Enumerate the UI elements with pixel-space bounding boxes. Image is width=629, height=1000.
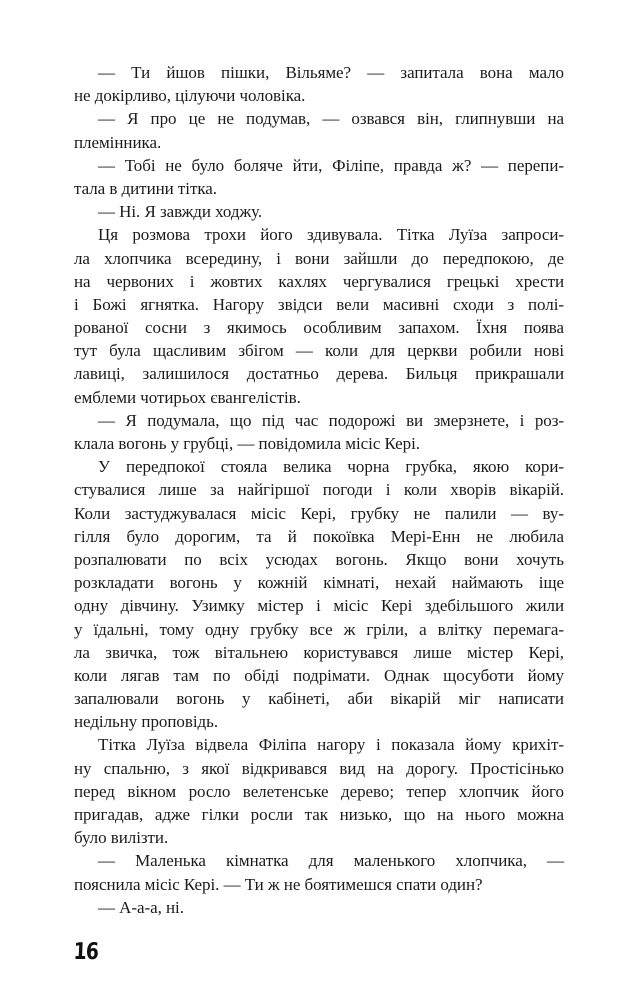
text-line: розкладати вогонь у кожній кімнаті, нехай наймають іще bbox=[74, 573, 564, 593]
text-line: коли лягав там по обіді подрімати. Однак щосуботи йому bbox=[74, 665, 564, 685]
text-block bbox=[74, 61, 564, 919]
text-line: тут була щасливим збігом — коли для церкви робили нові bbox=[74, 341, 564, 361]
text-line: — А-а-а, ні. bbox=[98, 897, 184, 917]
paragraph bbox=[74, 409, 564, 455]
text-line: емблеми чотирьох євангелістів. bbox=[74, 387, 301, 407]
text-line: пояснила місіс Кері. — Ти ж не боятимешся спати один? bbox=[74, 874, 483, 894]
text-line: запалювали вогонь у кабінеті, аби вікарій міг написати bbox=[74, 689, 564, 709]
text-line: племінника. bbox=[74, 132, 162, 152]
text-line: пригадав, адже гілки росли так низько, що на нього можна bbox=[74, 805, 564, 824]
text-line: і Божі ягнятка. Нагору звідси вели масивні сходи з полі- bbox=[74, 294, 564, 314]
text-line: недільну проповідь. bbox=[74, 712, 219, 732]
text-line: — Маленька кімнатка для маленького хлопчика, — bbox=[98, 851, 564, 871]
text-line: ла звичка, тож вітальнею користувався лише містер Кері, bbox=[74, 642, 564, 662]
paragraph bbox=[74, 455, 564, 733]
paragraph bbox=[74, 107, 564, 153]
paragraph bbox=[74, 200, 564, 223]
page-number: 16 bbox=[73, 939, 99, 965]
paragraph bbox=[74, 733, 564, 849]
paragraph bbox=[74, 61, 564, 107]
paragraph bbox=[74, 849, 564, 895]
paragraph bbox=[74, 154, 564, 200]
paragraph bbox=[74, 223, 564, 409]
text-line: стувалися лише за найгіршої погоди і коли хворів вікарій. bbox=[74, 480, 564, 500]
text-line: лавиці, залишилося достатньо дерева. Бильця прикрашали bbox=[74, 364, 564, 384]
text-line: У передпокої стояла велика чорна грубка, якою кори- bbox=[98, 457, 564, 477]
text-line: Ця розмова трохи його здивувала. Тітка Луїза запроси- bbox=[98, 225, 564, 245]
text-line: одну дівчину. Узимку містер і місіс Кері здебільшого жили bbox=[74, 596, 564, 616]
text-line: розпалювати по всіх усюдах вогонь. Якщо вони хочуть bbox=[74, 549, 564, 569]
text-line: — Я про це не подумав, — озвався він, глипнувши на bbox=[98, 109, 564, 129]
text-line: на червоних і жовтих кахлях чергувалися грецькі хрести bbox=[74, 271, 564, 291]
text-line: — Ні. Я завжди ходжу. bbox=[98, 202, 263, 222]
text-line: не докірливо, цілуючи чоловіка. bbox=[74, 86, 306, 106]
text-line: Тітка Луїза відвела Філіпа нагору і показала йому крихіт- bbox=[98, 735, 564, 755]
text-line: було вилізти. bbox=[74, 828, 169, 848]
text-line: Коли застуджувалася місіс Кері, грубку не палили — ву- bbox=[74, 503, 564, 523]
text-line: тала в дитини тітка. bbox=[74, 178, 217, 198]
text-line: ну спальню, з якої відкривався вид на дорогу. Простісінько bbox=[74, 758, 564, 778]
text-line: — Ти йшов пішки, Вільяме? — запитала вона мало bbox=[98, 63, 564, 82]
text-line: у їдальні, тому одну грубку все ж гріли, а влітку перемага- bbox=[74, 619, 564, 639]
paragraph bbox=[74, 896, 564, 919]
text-line: — Я подумала, що під час подорожі ви змерзнете, і роз- bbox=[98, 410, 564, 430]
text-line: ла хлопчика всередину, і вони зайшли до передпокою, де bbox=[74, 248, 564, 268]
text-line: — Тобі не було боляче йти, Філіпе, правда ж? — перепи- bbox=[98, 155, 564, 175]
text-line: перед вікном росло велетенське дерево; тепер хлопчик його bbox=[74, 781, 564, 801]
text-line: рованої сосни з якимось особливим запахом. Їхня поява bbox=[74, 318, 564, 338]
text-line: клала вогонь у грубці, — повідомила місіс Кері. bbox=[74, 434, 420, 453]
text-line: гілля було дорогим, та й покоївка Мері-Енн не любила bbox=[74, 526, 564, 546]
